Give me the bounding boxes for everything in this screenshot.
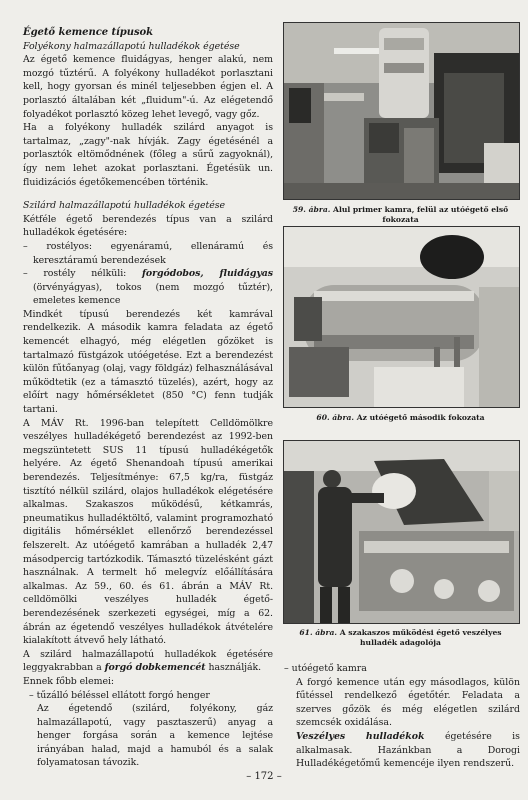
hazardous-waste-paragraph: Veszélyes hulladékok égetésére is alkalmasak. Hazánkban a Dorogi Hulladékégetőmű kemencéje ilyen rendszerű. <box>296 730 520 770</box>
liquid-paragraph-2: Ha a folyékony hulladék szilárd anyagot is tartalmaz, „zagy"-nak hívják. Zagy égetésénél a porlasztók eltömődnének (főleg a sűrű zagyoknál), így nem lehet azokat porlasztani. Égetésük un. fluidizációs égetőkemencében történik. <box>23 122 273 188</box>
figure-60-caption: 60. ábra. Az utóégető második fokozata <box>316 413 485 422</box>
afterburner-desc: A forgó kemence után egy másodlagos, külön fűtéssel rendelkező égetőtér. Feladata a szerves gőzök és még elégetlen szilárd szemcsék oxidálása. <box>296 676 520 729</box>
incinerator-primary-chamber-image <box>284 23 519 199</box>
element-rotary-cylinder: – tűzálló béléssel ellátott forgó henger <box>29 689 210 701</box>
right-text-column <box>284 662 520 771</box>
liquid-paragraph-1: Az égető kemence fluidágyas, henger alakú, nem mozgó tűztérű. A folyékony hulladékot porlasztani kell, hogy gyorsan és minél teljesebben égjen el. A porlasztó általában két „fluidum"-ú. Az elégetendő folyadékot porlasztó közeg lehet levegő, vagy gőz. <box>23 54 273 120</box>
rotary-kiln-paragraph: A szilárd halmazállapotú hulladékok égetésére leggyakrabban a forgó dobkemencét használják. <box>23 648 273 674</box>
figure-59-caption: 59. ábra. Alul primer kamra, felül az utóégető első fokozata <box>292 205 509 224</box>
list-item-grate: – rostélyos: egyenáramú, ellenáramú és keresztáramú berendezések <box>23 240 273 266</box>
mav-paragraph: A MÁV Rt. 1996-ban telepített Celldömölkre veszélyes hulladékégető berendezést az 1992-ben megszüntetett SUS 11 típusú hulladékégetők helyére. Az égető Shenandoah típusú amerikai berendezés. Teljesítménye: 67,5 kg/ra, füstgáz tisztító nélkül szilárd, olajos hulladékok elégetésére alkalmas. Szakaszos működésű, kétkamrás, pneumatikus hulladéktöltő, valamint programozható digitális hőmérséklet ellenőrző berendezéssel felszerelt. Az utóégető kamrában a hulladék 2,47 másodpercig tartózkodik. Támasztó tüzelésként gázt használnak. A termelt hő melegvíz előállítására alkalmas. Az 59., 60. és 61. ábrán a MÁV Rt. celldömölki veszélyes hulladék égető-berendezésének szerkezeti egységei, míg a 62. ábrán az égetendő veszélyes hulladékok átvételére kialakított átvevő hely látható. <box>23 417 273 647</box>
afterburner-second-stage-image <box>284 227 519 407</box>
page-number: – 172 – <box>246 771 282 782</box>
waste-feeder-image <box>284 441 519 623</box>
left-text-column <box>23 26 273 770</box>
figure-61-caption: 61. ábra. A szakaszos működési égető veszélyes hulladék adagolója <box>299 628 502 647</box>
afterburner-item: – utóégető kamra <box>284 663 367 674</box>
incinerator-type-list <box>23 240 273 308</box>
list-item-no-grate: – rostély nélküli: forgódobos, fluidágyas (örvényágyas), tokos (nem mozgó tűztér), emeletes kemence <box>23 268 273 307</box>
liquid-waste-heading: Folyékony halmazállapotú hulladékok égetése <box>23 40 240 52</box>
figure-59-photo <box>283 22 520 200</box>
two-chamber-paragraph: Mindkét típusú berendezés két kamrával rendelkezik. A második kamra feladata az égető kemencét elhagyó, még elégetlen gőzöket is tartalmazó füstgázok utóégetése. Ezt a berendezést külön fűtőanyag (olaj, vagy földgáz) felhasználásával működtetik (ez a támasztó tüzelés), azért, hogy az előírt nagy hőmérsékletet (850 °C) fenn tudják tartani. <box>23 308 273 416</box>
section-title: Égető kemence típusok <box>23 27 154 38</box>
elements-title: Ennek főbb elemei: <box>23 675 115 687</box>
solid-intro: Kétféle égető berendezés típus van a szilárd hulladékok égetésére: <box>23 213 273 239</box>
figure-61-photo <box>283 440 520 624</box>
figure-60-photo <box>283 226 520 408</box>
solid-waste-heading: Szilárd halmazállapotú hulladékok égetése <box>23 200 225 212</box>
element-rotary-cylinder-desc: Az égetendő (szilárd, folyékony, gáz halmazállapotú, vagy pasztaszerű) anyag a henger forgása során a kemence lejtése irányában halad, majd a hamuból és a salak folyamatosan távozik. <box>37 703 273 769</box>
